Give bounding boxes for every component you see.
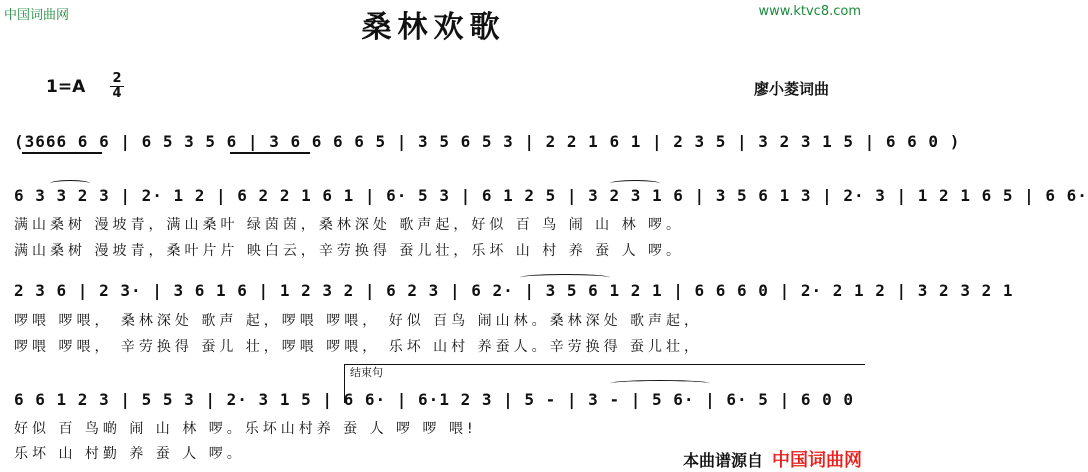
lyrics-line-3-verse-2: 乐坏 山 村勤 养 蚕 人 啰。 — [14, 446, 245, 462]
lyrics-line-2-verse-1: 啰喂 啰喂， 桑林深处 歌声 起，啰喂 啰喂， 好似 百鸟 闹山林。桑林深处 歌声起， — [14, 313, 703, 329]
slur-mark — [610, 180, 660, 187]
lyrics-line-3-verse-1: 好似 百 鸟啲 闹 山 林 啰。乐坏山村养 蚕 人 啰 啰 喂! — [14, 421, 477, 437]
intro-beam — [230, 152, 310, 154]
score-intro: (3666 6 6 | 6 5 3 5 6 | 3 6 6 6 6 5 | 3 5 6 5 3 | 2 2 1 6 1 | 2 3 5 | 3 2 3 1 5 | 6 6 0 ) — [14, 132, 961, 151]
slur-mark — [520, 274, 610, 281]
lyrics-line-2-verse-2: 啰喂 啰喂， 辛劳换得 蚕儿 壮，啰喂 啰喂， 乐坏 山村 养蚕人。辛劳换得 蚕儿壮， — [14, 339, 703, 355]
song-title: 桑林欢歌 — [361, 10, 506, 45]
ending-label: 结束句 — [350, 366, 383, 379]
watermark-right: www.ktvc8.com — [758, 4, 861, 19]
footer-site-name: 中国词曲网 — [772, 450, 862, 471]
time-signature-bottom: 4 — [112, 86, 122, 101]
time-signature-top: 2 — [112, 71, 122, 86]
author-credit: 廖小菱词曲 — [753, 80, 829, 98]
watermark-left: 中国词曲网 — [4, 8, 70, 23]
slur-mark — [610, 380, 710, 387]
footer-source-label: 本曲谱源自 — [683, 451, 764, 470]
score-line-2: 2 3 6 | 2 3· | 3 6 1 6 | 1 2 3 2 | 6 2 3 | 6 2· | 3 5 6 1 2 1 | 6 6 6 0 | 2· 2 1 2 | 3 2 3 2 1 — [14, 281, 1014, 300]
slur-mark — [50, 180, 90, 187]
key-signature: 1=A — [46, 77, 86, 97]
intro-beam — [22, 152, 102, 154]
score-line-1: 6 3 3 2 3 | 2· 1 2 | 6 2 2 1 6 1 | 6· 5 3 | 6 1 2 5 | 3 2 3 1 6 | 3 5 6 1 3 | 2· 3 | 1 2 1 6 5 | 6 6· — [14, 186, 1088, 205]
time-signature — [110, 72, 124, 101]
lyrics-line-1-verse-2: 满山桑树 漫坡青，桑叶片片 映白云，辛劳换得 蚕儿壮，乐坏 山 村 养 蚕 人 啰。 — [14, 243, 685, 259]
score-line-3: 6 6 1 2 3 | 5 5 3 | 2· 3 1 5 | 6 6· | 6·1 2 3 | 5 - | 3 - | 5 6· | 6· 5 | 6 0 0 — [14, 390, 854, 409]
lyrics-line-1-verse-1: 满山桑树 漫坡青，满山桑叶 绿茵茵，桑林深处 歌声起，好似 百 鸟 闹 山 林 啰。 — [14, 217, 685, 233]
